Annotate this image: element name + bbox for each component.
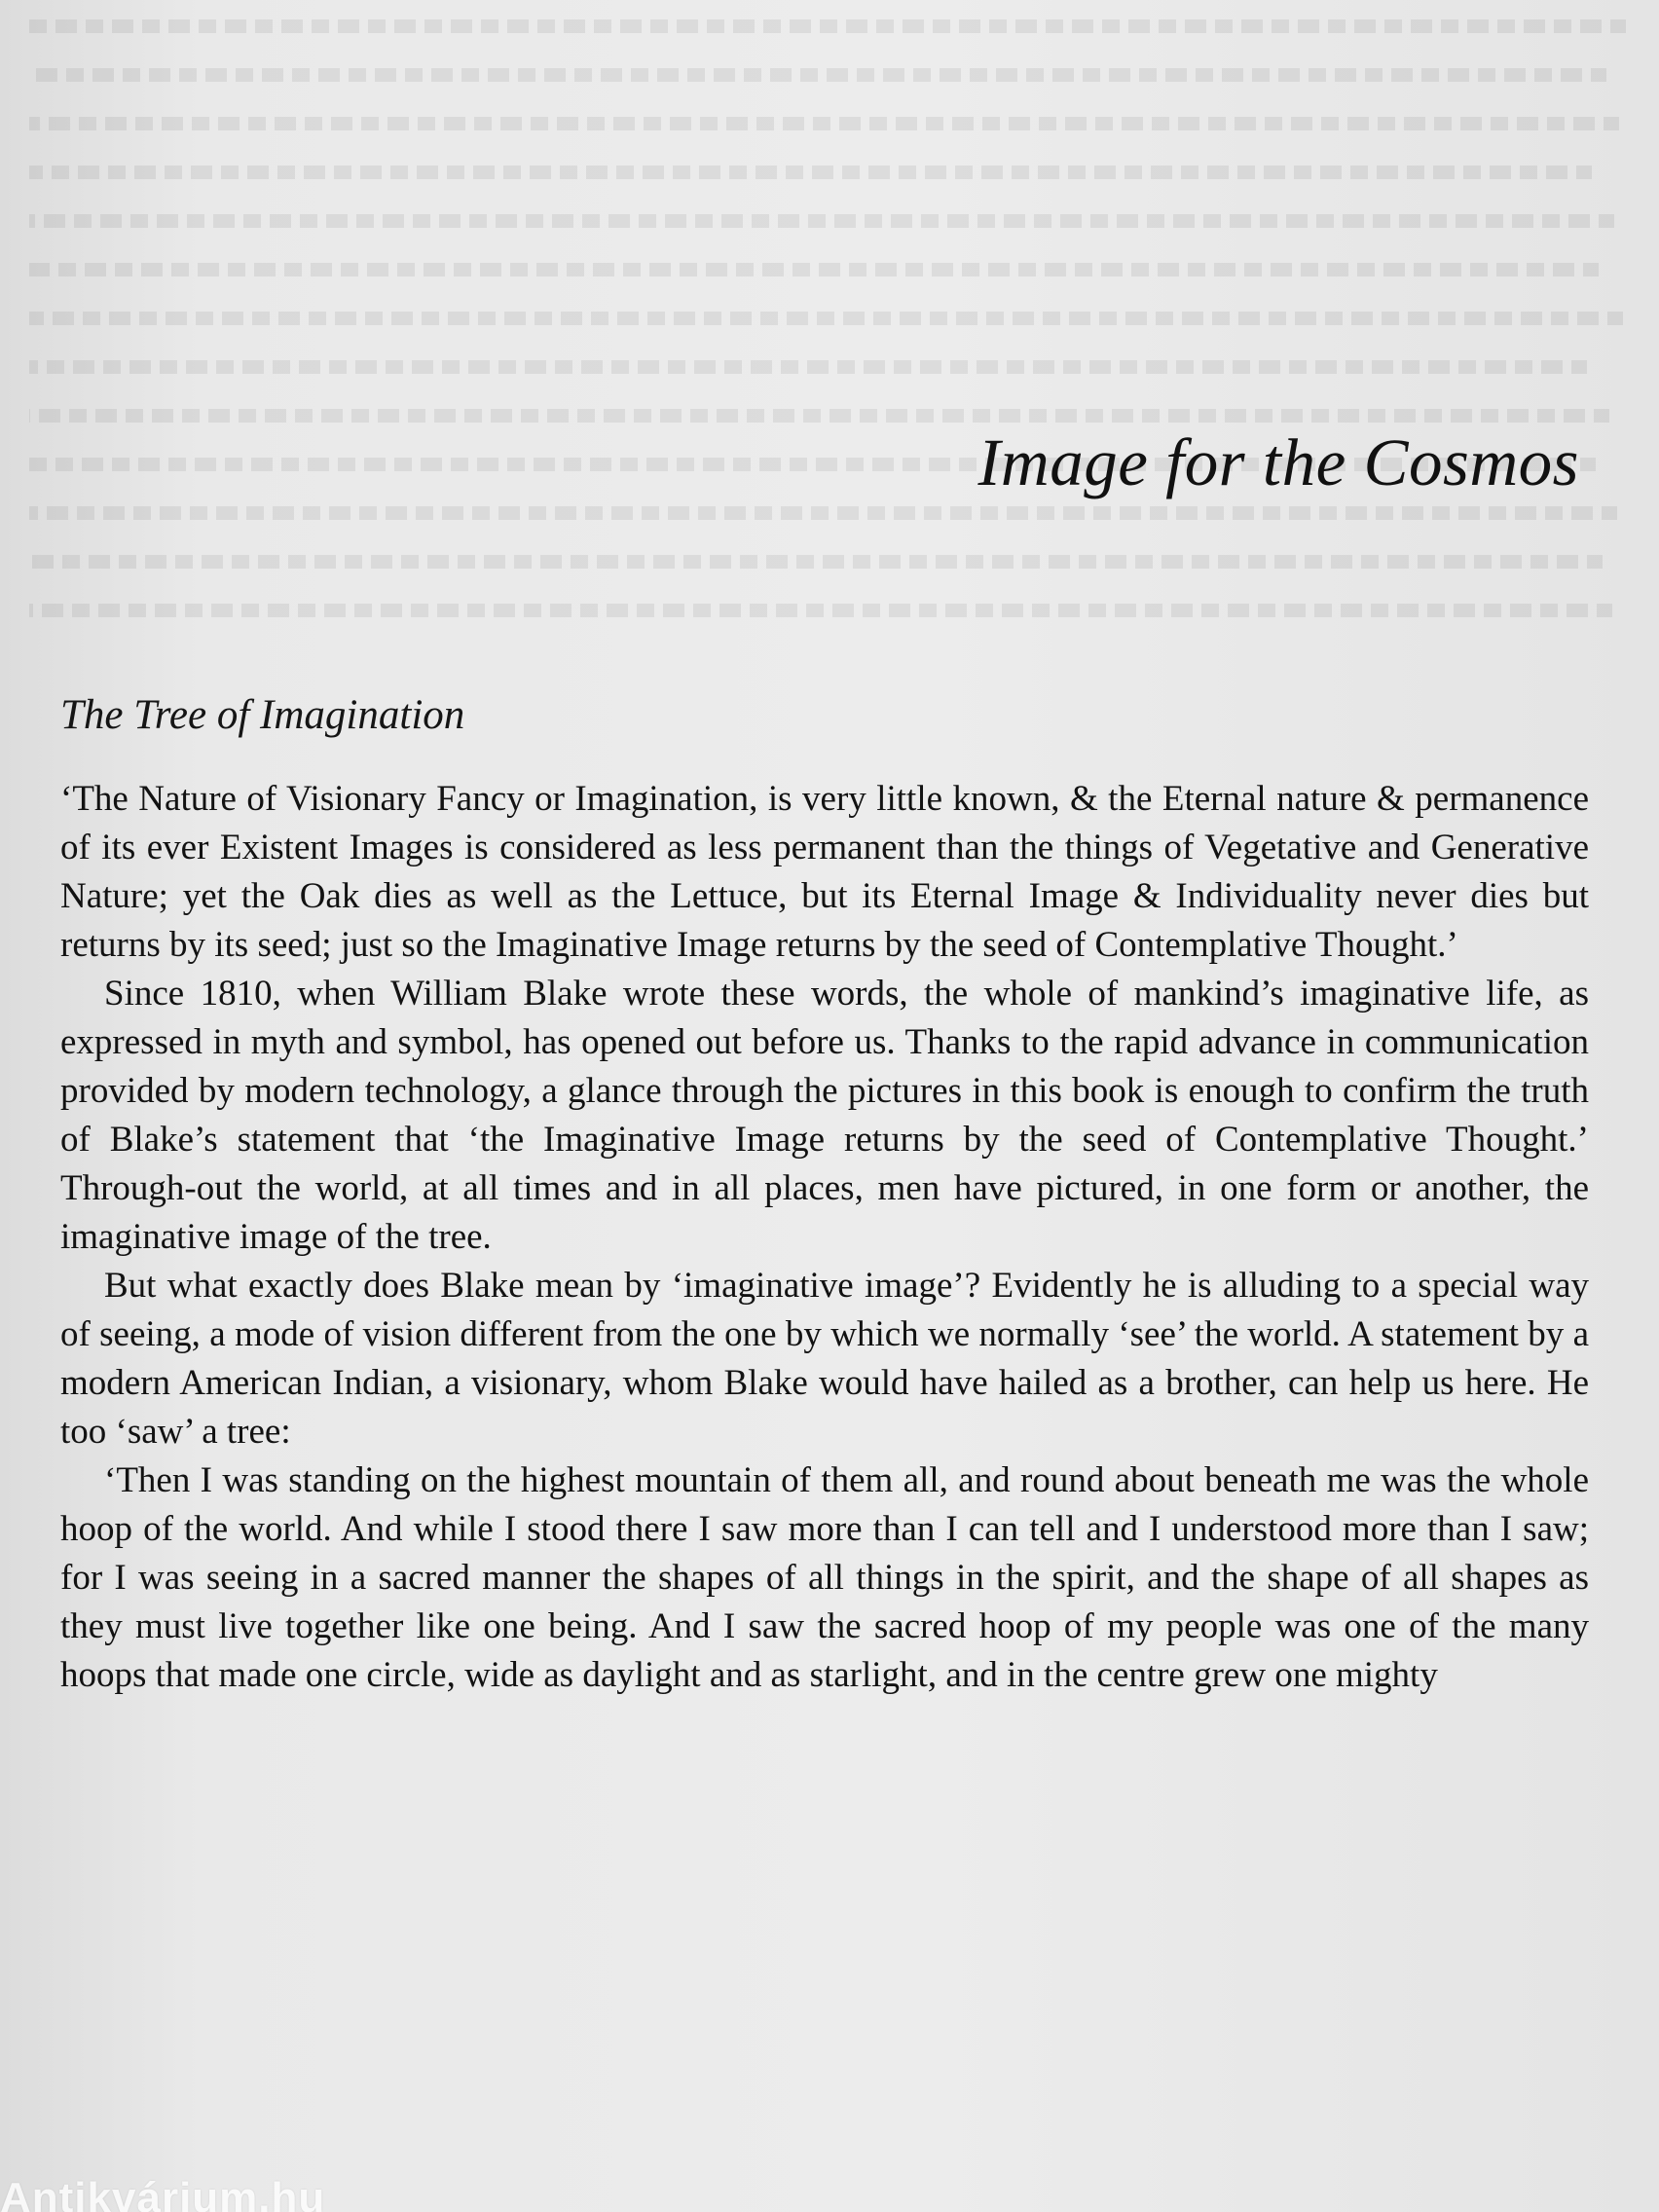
paragraph-blake-quote: ‘The Nature of Visionary Fancy or Imagination, is very little known, & the Eternal nature & permanence of its ever Existent Images is considered as less permanent than the things of Vegetative and Generative Nature; yet the Oak dies as well as the Lettuce, but its Eternal Image & Individuality never dies but returns by its seed; just so the Imaginative Image returns by the seed of Contemplative Thought.’: [60, 779, 1589, 965]
show-through-text: [29, 0, 1626, 623]
body-text: [60, 775, 1589, 1700]
chapter-title: Image for the Cosmos: [977, 425, 1579, 499]
paragraph-since-1810: Since 1810, when William Blake wrote these words, the whole of mankind’s imaginative life, as expressed in myth and symbol, has opened out before us. Thanks to the rapid advance in communication provided by modern technology, a glance through the pictures in this book is enough to confirm the truth of Blake’s statement that ‘the Imaginative Image returns by the seed of Contemplative Thought.’ Through-out the world, at all times and in all places, men have pictured, in one form or another, the imaginative image of the tree.: [60, 974, 1589, 1257]
section-heading: The Tree of Imagination: [60, 692, 465, 738]
paragraph-imaginative-image: But what exactly does Blake mean by ‘imaginative image’? Evidently he is alluding to a special way of seeing, a mode of vision different from the one by which we normally ‘see’ the world. A statement by a modern American Indian, a visionary, whom Blake would have hailed as a brother, can help us here. He too ‘saw’ a tree:: [60, 1266, 1589, 1452]
paragraph-indian-quote: ‘Then I was standing on the highest mountain of them all, and round about beneath me was the whole hoop of the world. And while I stood there I saw more than I can tell and I understood more than I saw; for I was seeing in a sacred manner the shapes of all things in the spirit, and the shape of all shapes as they must live together like one being. And I saw the sacred hoop of my people was one of the many hoops that made one circle, wide as daylight and as starlight, and in the centre grew one mighty: [60, 1460, 1589, 1695]
watermark: Antikvárium.hu: [0, 2179, 326, 2212]
